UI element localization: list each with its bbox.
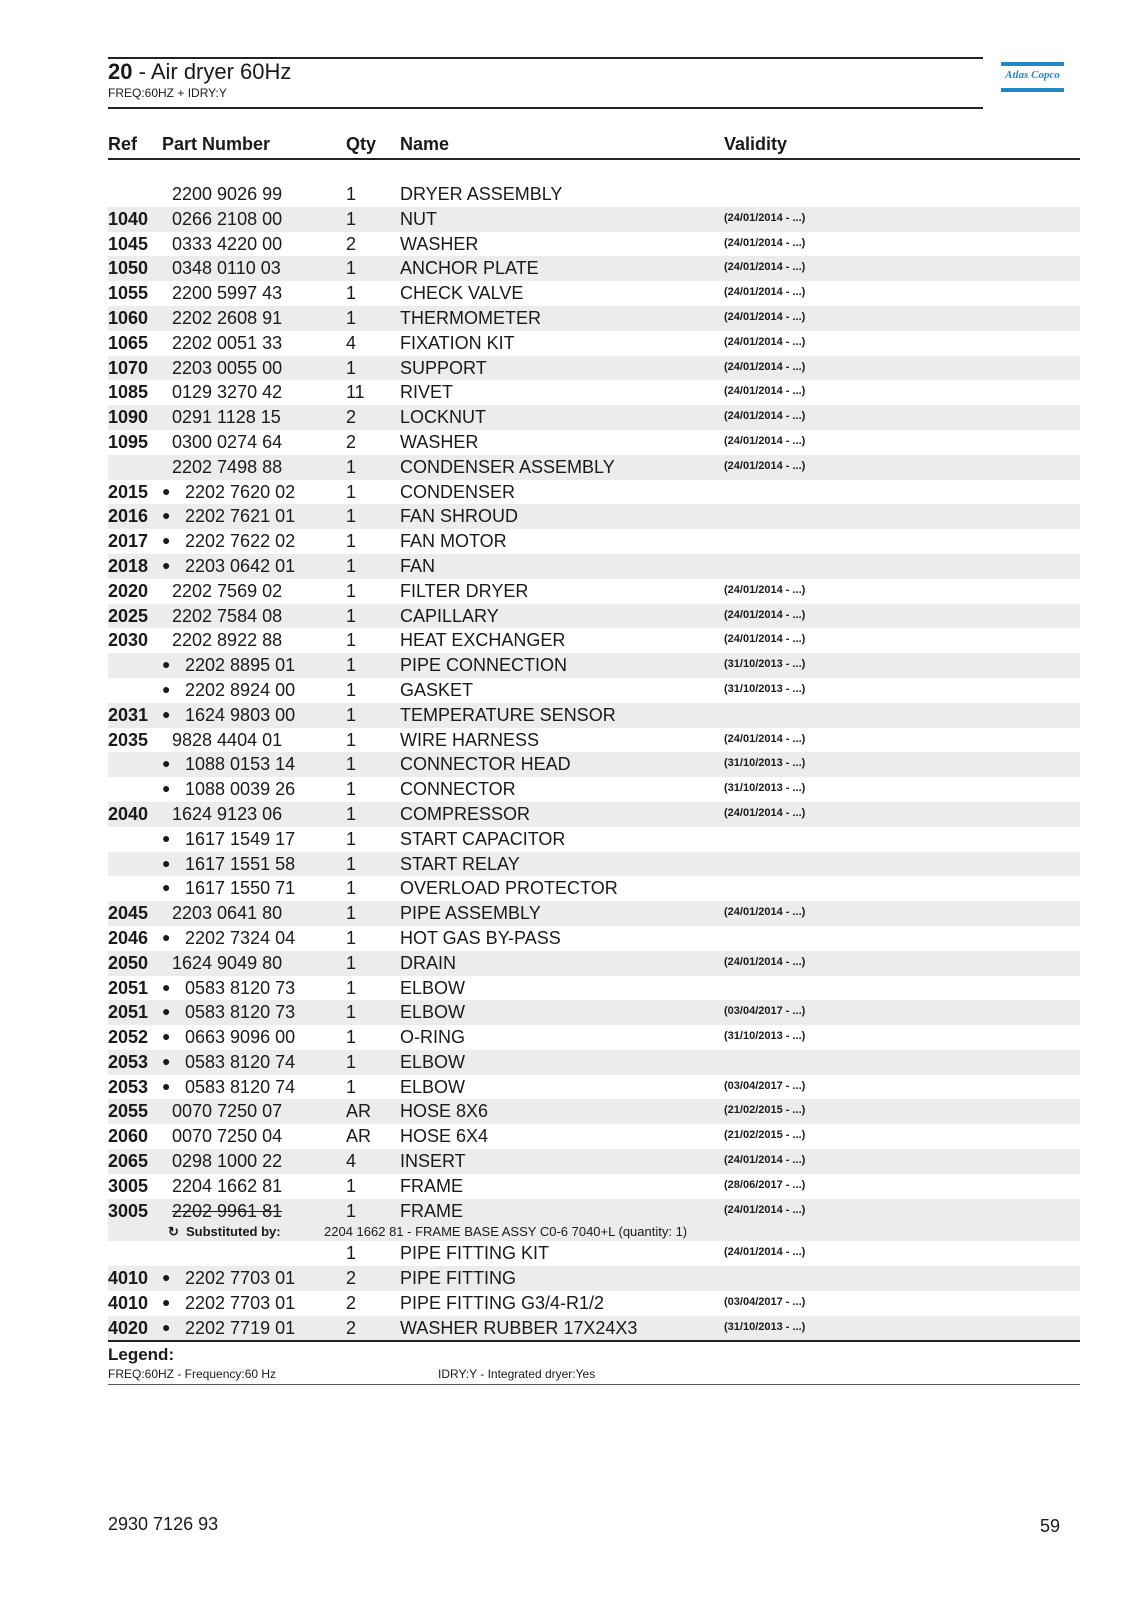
legend-title: Legend:: [108, 1345, 175, 1364]
row-name: ELBOW: [400, 1002, 466, 1023]
row-name: HOSE 8X6: [400, 1101, 489, 1122]
row-validity: (24/01/2014 - ...): [724, 806, 806, 819]
row-part-number: 2200 9026 99: [172, 184, 283, 204]
row-part-number: 0291 1128 15: [172, 407, 281, 428]
row-qty: 1: [346, 1243, 357, 1264]
col-name: Name: [400, 134, 450, 154]
row-part-number: 0070 7250 07: [172, 1101, 283, 1122]
row-ref: 1085: [108, 382, 149, 403]
row-validity: (24/01/2014 - ...): [724, 955, 806, 968]
table-row: [108, 306, 1080, 331]
row-validity: (24/01/2014 - ...): [724, 633, 806, 646]
row-qty: 2: [346, 1293, 357, 1314]
row-validity: (21/02/2015 - ...): [724, 1104, 806, 1117]
row-ref: 2040: [108, 803, 149, 824]
table-row: [108, 852, 1080, 877]
row-validity: (28/06/2017 - ...): [724, 1178, 806, 1191]
row-qty: 1: [346, 283, 357, 304]
row-qty: 4: [346, 1151, 357, 1172]
row-part-number: 2202 7703 01: [185, 1268, 296, 1289]
row-ref: 2030: [108, 630, 149, 651]
row-validity: (03/04/2017 - ...): [724, 1296, 806, 1309]
legend: [108, 1340, 1080, 1385]
row-validity: (24/01/2014 - ...): [724, 906, 806, 919]
row-ref: 1065: [108, 332, 149, 353]
row-part-number: 0070 7250 04: [172, 1126, 283, 1147]
row-part-number: 2202 7584 08: [172, 605, 283, 626]
row-name: FIXATION KIT: [400, 332, 515, 353]
row-ref: 4010: [108, 1268, 149, 1289]
row-qty: 2: [346, 431, 357, 452]
row-ref: 2045: [108, 903, 149, 924]
row-part-number: 1624 9123 06: [172, 803, 283, 824]
bullet-icon: ●: [162, 879, 171, 896]
row-qty: 1: [346, 258, 357, 279]
table-row: [108, 926, 1080, 951]
table-row: [108, 951, 1080, 976]
row-validity: (24/01/2014 - ...): [724, 261, 806, 274]
row-name: DRAIN: [400, 952, 457, 973]
section-title: - Air dryer 60Hz: [132, 59, 292, 84]
row-name: LOCKNUT: [400, 407, 487, 428]
row-name: CONDENSER: [400, 481, 516, 502]
table-row: [108, 703, 1080, 728]
row-ref: 2031: [108, 704, 149, 725]
row-qty: 1: [346, 729, 357, 750]
row-ref: 2020: [108, 580, 149, 601]
document-number: 2930 7126 93: [108, 1514, 219, 1534]
row-name: WASHER RUBBER 17X24X3: [400, 1317, 638, 1338]
refresh-icon: ↻: [168, 1224, 179, 1240]
row-validity: (24/01/2014 - ...): [724, 360, 806, 373]
row-name: PIPE FITTING G3/4-R1/2: [400, 1293, 605, 1314]
row-part-number: 2202 8924 00: [185, 679, 296, 700]
row-qty: 2: [346, 233, 357, 254]
row-qty: 1: [346, 307, 357, 328]
bullet-icon: ●: [162, 1294, 171, 1311]
table-row: [108, 653, 1080, 678]
table-row: [108, 1199, 1080, 1224]
row-validity: (21/02/2015 - ...): [724, 1129, 806, 1142]
row-qty: 1: [346, 605, 357, 626]
row-ref: 1060: [108, 307, 149, 328]
table-row: [108, 604, 1080, 629]
logo-bar-bottom: [1001, 88, 1064, 92]
bullet-icon: ●: [162, 829, 171, 846]
logo-bar-top: [1001, 62, 1064, 66]
row-ref: 2050: [108, 952, 149, 973]
row-name: NUT: [400, 208, 437, 229]
bullet-icon: ●: [162, 1318, 171, 1335]
row-qty: 11: [346, 382, 365, 403]
row-part-number: 1617 1551 58: [185, 853, 296, 874]
row-name: CONNECTOR: [400, 779, 516, 800]
row-validity: (31/10/2013 - ...): [724, 658, 806, 671]
row-qty: 1: [346, 704, 357, 725]
row-part-number: 2202 7620 02: [185, 481, 296, 502]
row-ref: 3005: [108, 1175, 149, 1196]
row-qty: 1: [346, 655, 357, 676]
row-part-number: 0583 8120 74: [185, 1051, 296, 1072]
row-ref: 2053: [108, 1051, 149, 1072]
substitution-note: [108, 1223, 1080, 1241]
row-name: SUPPORT: [400, 357, 487, 378]
row-qty: 2: [346, 1268, 357, 1289]
row-name: O-RING: [400, 1027, 465, 1048]
row-qty: 1: [346, 1027, 357, 1048]
table-row: [108, 628, 1080, 653]
table-row: [108, 777, 1080, 802]
row-qty: AR: [346, 1101, 372, 1122]
row-part-number: 2202 7621 01: [185, 506, 296, 527]
bullet-icon: ●: [162, 928, 171, 945]
row-part-number: 0663 9096 00: [185, 1027, 296, 1048]
row-ref: 2016: [108, 506, 149, 527]
row-name: FAN SHROUD: [400, 506, 519, 527]
row-validity: (24/01/2014 - ...): [724, 335, 806, 348]
row-validity: (03/04/2017 - ...): [724, 1079, 806, 1092]
table-row: [108, 1025, 1080, 1050]
bullet-icon: ●: [162, 1003, 171, 1020]
table-row: [108, 356, 1080, 381]
table-row: [108, 1124, 1080, 1149]
row-part-number: 0583 8120 74: [185, 1076, 296, 1097]
row-qty: AR: [346, 1126, 372, 1147]
row-name: PIPE ASSEMBLY: [400, 903, 541, 924]
row-qty: 1: [346, 903, 357, 924]
row-validity: (24/01/2014 - ...): [724, 732, 806, 745]
bullet-icon: ●: [162, 854, 171, 871]
row-part-number: 2202 0051 33: [172, 332, 283, 353]
bullet-icon: ●: [162, 1028, 171, 1045]
row-name: INSERT: [400, 1151, 466, 1172]
row-qty: 1: [346, 1051, 357, 1072]
row-qty: 1: [346, 531, 357, 552]
table-row: [108, 827, 1080, 852]
bullet-icon: ●: [162, 755, 171, 772]
row-ref: 2018: [108, 555, 149, 576]
row-qty: 1: [346, 952, 357, 973]
table-row: [108, 1316, 1080, 1341]
row-ref: 1055: [108, 283, 149, 304]
row-name: HOT GAS BY-PASS: [400, 927, 561, 948]
substitution-text: 2204 1662 81 - FRAME BASE ASSY C0-6 7040+L (quantity: 1): [324, 1224, 688, 1240]
table-row: [108, 480, 1080, 505]
table-row: [108, 1174, 1080, 1199]
row-validity: (24/01/2014 - ...): [724, 236, 806, 249]
bullet-icon: ●: [162, 1052, 171, 1069]
table-row: [108, 1050, 1080, 1075]
row-part-number: 2202 2608 91: [172, 307, 283, 328]
row-ref: 2053: [108, 1076, 149, 1097]
row-ref: 2055: [108, 1101, 149, 1122]
row-validity: (24/01/2014 - ...): [724, 1203, 806, 1216]
row-validity: (24/01/2014 - ...): [724, 286, 806, 299]
row-qty: 2: [346, 1317, 357, 1338]
row-qty: 1: [346, 506, 357, 527]
col-validity: Validity: [724, 134, 788, 154]
row-name: ELBOW: [400, 1076, 466, 1097]
section-subtitle: FREQ:60HZ + IDRY:Y: [108, 86, 227, 100]
row-part-number: 1617 1550 71: [185, 878, 296, 899]
row-ref: 4020: [108, 1317, 149, 1338]
table-row: [108, 1075, 1080, 1100]
row-part-number: 2202 7569 02: [172, 580, 283, 601]
row-qty: 1: [346, 456, 357, 477]
row-name: WASHER: [400, 431, 479, 452]
row-qty: 1: [346, 208, 357, 229]
row-name: FAN MOTOR: [400, 531, 507, 552]
row-part-number: 2202 7324 04: [185, 927, 296, 948]
row-qty: 1: [346, 679, 357, 700]
table-row: [108, 207, 1080, 232]
table-row: [108, 430, 1080, 455]
table-row: [108, 504, 1080, 529]
row-ref: 2060: [108, 1126, 149, 1147]
row-name: CONNECTOR HEAD: [400, 754, 571, 775]
row-name: OVERLOAD PROTECTOR: [400, 878, 618, 899]
row-name: THERMOMETER: [400, 307, 541, 328]
row-ref: 4010: [108, 1293, 149, 1314]
row-qty: 4: [346, 332, 357, 353]
row-name: WIRE HARNESS: [400, 729, 540, 750]
table-row: [108, 1099, 1080, 1124]
row-qty: 1: [346, 184, 357, 204]
row-qty: 1: [346, 878, 357, 899]
row-validity: (31/10/2013 - ...): [724, 1320, 806, 1333]
row-part-number: 1088 0039 26: [185, 779, 296, 800]
row-ref: 2035: [108, 729, 149, 750]
row-qty: 1: [346, 1200, 357, 1221]
row-ref: 2065: [108, 1151, 149, 1172]
bullet-icon: ●: [162, 556, 171, 573]
bullet-icon: ●: [162, 656, 171, 673]
row-part-number: 0583 8120 73: [185, 977, 296, 998]
table-row: [108, 901, 1080, 926]
row-validity: (24/01/2014 - ...): [724, 583, 806, 596]
row-name: DRYER ASSEMBLY: [400, 184, 563, 204]
row-qty: 1: [346, 580, 357, 601]
table-row: [108, 256, 1080, 281]
table-row: [108, 802, 1080, 827]
row-qty: 1: [346, 927, 357, 948]
col-qty: Qty: [346, 134, 377, 154]
row-validity: (03/04/2017 - ...): [724, 1005, 806, 1018]
row-qty: 1: [346, 630, 357, 651]
page-title: [108, 59, 291, 85]
row-name: PIPE CONNECTION: [400, 655, 568, 676]
table-row: [108, 455, 1080, 480]
row-part-number: 2202 7498 88: [172, 456, 283, 477]
row-qty: 1: [346, 1002, 357, 1023]
row-ref: 1090: [108, 407, 149, 428]
row-name: COMPRESSOR: [400, 803, 531, 824]
row-name: RIVET: [400, 382, 454, 403]
row-validity: (24/01/2014 - ...): [724, 459, 806, 472]
row-ref: 3005: [108, 1200, 149, 1221]
bullet-icon: ●: [162, 705, 171, 722]
legend-item-idry: IDRY:Y - Integrated dryer:Yes: [438, 1367, 596, 1381]
row-name: FILTER DRYER: [400, 580, 529, 601]
atlas-copco-logo: [1001, 62, 1064, 94]
table-row: [108, 1149, 1080, 1174]
row-ref: 2052: [108, 1027, 149, 1048]
row-validity: (24/01/2014 - ...): [724, 211, 806, 224]
bullet-icon: ●: [162, 978, 171, 995]
row-validity: (31/10/2013 - ...): [724, 782, 806, 795]
legend-item-freq: FREQ:60HZ - Frequency:60 Hz: [108, 1367, 277, 1381]
row-ref: 2046: [108, 927, 149, 948]
row-qty: 2: [346, 407, 357, 428]
row-validity: (24/01/2014 - ...): [724, 608, 806, 621]
row-part-number: 2200 5997 43: [172, 283, 283, 304]
table-row: [108, 976, 1080, 1001]
row-name: WASHER: [400, 233, 479, 254]
row-validity: (31/10/2013 - ...): [724, 757, 806, 770]
row-name: FAN: [400, 555, 436, 576]
bullet-icon: ●: [162, 532, 171, 549]
row-name: GASKET: [400, 679, 474, 700]
row-part-number: 0333 4220 00: [172, 233, 283, 254]
parts-table: [108, 182, 1080, 1341]
row-part-number: 2203 0641 80: [172, 903, 283, 924]
row-validity: (24/01/2014 - ...): [724, 1246, 806, 1259]
row-validity: (24/01/2014 - ...): [724, 434, 806, 447]
row-name: PIPE FITTING KIT: [400, 1243, 550, 1264]
bullet-icon: ●: [162, 1077, 171, 1094]
row-name: CONDENSER ASSEMBLY: [400, 456, 615, 477]
row-ref: 2015: [108, 481, 149, 502]
row-name: START RELAY: [400, 853, 520, 874]
row-name: FRAME: [400, 1175, 463, 1196]
bullet-icon: ●: [162, 1269, 171, 1286]
logo-text: Atlas Copco: [1005, 69, 1060, 81]
row-name: CAPILLARY: [400, 605, 499, 626]
substitution-label: Substituted by:: [186, 1224, 281, 1240]
row-ref: 1040: [108, 208, 149, 229]
row-ref: 2051: [108, 1002, 149, 1023]
table-row: [108, 1291, 1080, 1316]
table-row: [108, 678, 1080, 703]
page-number: 59: [1040, 1516, 1061, 1536]
row-qty: 1: [346, 481, 357, 502]
row-part-number: 1624 9803 00: [185, 704, 296, 725]
table-row: [108, 405, 1080, 430]
row-name: ANCHOR PLATE: [400, 258, 539, 279]
row-qty: 1: [346, 754, 357, 775]
row-validity: (24/01/2014 - ...): [724, 310, 806, 323]
table-header: [108, 134, 1080, 160]
table-row: [108, 1241, 1080, 1266]
table-row: [108, 1266, 1080, 1291]
row-part-number: 1088 0153 14: [185, 754, 296, 775]
table-row: [108, 232, 1080, 257]
table-row: [108, 728, 1080, 753]
row-part-number: 0266 2108 00: [172, 208, 283, 229]
col-ref: Ref: [108, 134, 138, 154]
bullet-icon: ●: [162, 482, 171, 499]
row-name: ELBOW: [400, 1051, 466, 1072]
row-ref: 1050: [108, 258, 149, 279]
section-header: [108, 57, 983, 109]
row-qty: 1: [346, 357, 357, 378]
row-name: HOSE 6X4: [400, 1126, 489, 1147]
row-part-number: 2202 8922 88: [172, 630, 283, 651]
row-ref: 1070: [108, 357, 149, 378]
row-part-number: 9828 4404 01: [172, 729, 283, 750]
row-part-number: 2203 0642 01: [185, 555, 296, 576]
section-number: 20: [108, 59, 133, 84]
row-part-number: 0348 0110 03: [172, 258, 281, 279]
row-part-number: 0300 0274 64: [172, 431, 283, 452]
bullet-icon: ●: [162, 507, 171, 524]
row-ref: 2025: [108, 605, 149, 626]
row-part-number: 2202 7719 01: [185, 1317, 296, 1338]
row-part-number: 2202 7622 02: [185, 531, 296, 552]
row-ref: 1045: [108, 233, 149, 254]
table-row: [108, 554, 1080, 579]
row-ref: 1095: [108, 431, 149, 452]
table-row: [108, 281, 1080, 306]
col-part-number: Part Number: [162, 134, 271, 154]
row-name: TEMPERATURE SENSOR: [400, 704, 616, 725]
table-row: [108, 579, 1080, 604]
row-part-number: 0129 3270 42: [172, 382, 283, 403]
row-name: START CAPACITOR: [400, 828, 566, 849]
row-part-number: 2203 0055 00: [172, 357, 283, 378]
row-qty: 1: [346, 1175, 357, 1196]
row-part-number: 0298 1000 22: [172, 1151, 283, 1172]
row-validity: (24/01/2014 - ...): [724, 410, 806, 423]
table-row: [108, 182, 1080, 207]
bullet-icon: ●: [162, 780, 171, 797]
row-part-number: 2202 8895 01: [185, 655, 296, 676]
table-row: [108, 529, 1080, 554]
table-row: [108, 1000, 1080, 1025]
row-part-number: 0583 8120 73: [185, 1002, 296, 1023]
row-qty: 1: [346, 1076, 357, 1097]
table-row: [108, 876, 1080, 901]
row-validity: (24/01/2014 - ...): [724, 1154, 806, 1167]
row-qty: 1: [346, 828, 357, 849]
row-name: PIPE FITTING: [400, 1268, 517, 1289]
row-qty: 1: [346, 853, 357, 874]
row-qty: 1: [346, 555, 357, 576]
row-validity: (24/01/2014 - ...): [724, 385, 806, 398]
table-row: [108, 380, 1080, 405]
row-qty: 1: [346, 779, 357, 800]
row-part-number: 2204 1662 81: [172, 1175, 283, 1196]
row-qty: 1: [346, 977, 357, 998]
row-part-number: 1624 9049 80: [172, 952, 283, 973]
row-name: HEAT EXCHANGER: [400, 630, 566, 651]
row-qty: 1: [346, 803, 357, 824]
row-validity: (31/10/2013 - ...): [724, 1030, 806, 1043]
row-ref: 2017: [108, 531, 149, 552]
table-row: [108, 752, 1080, 777]
row-ref: 2051: [108, 977, 149, 998]
row-part-number: 2202 7703 01: [185, 1293, 296, 1314]
row-validity: (31/10/2013 - ...): [724, 682, 806, 695]
bullet-icon: ●: [162, 680, 171, 697]
row-part-number: 1617 1549 17: [185, 828, 296, 849]
row-name: ELBOW: [400, 977, 466, 998]
row-name: FRAME: [400, 1200, 463, 1221]
row-name: CHECK VALVE: [400, 283, 524, 304]
row-part-number: 2202 9961 81: [172, 1200, 283, 1221]
table-row: [108, 331, 1080, 356]
